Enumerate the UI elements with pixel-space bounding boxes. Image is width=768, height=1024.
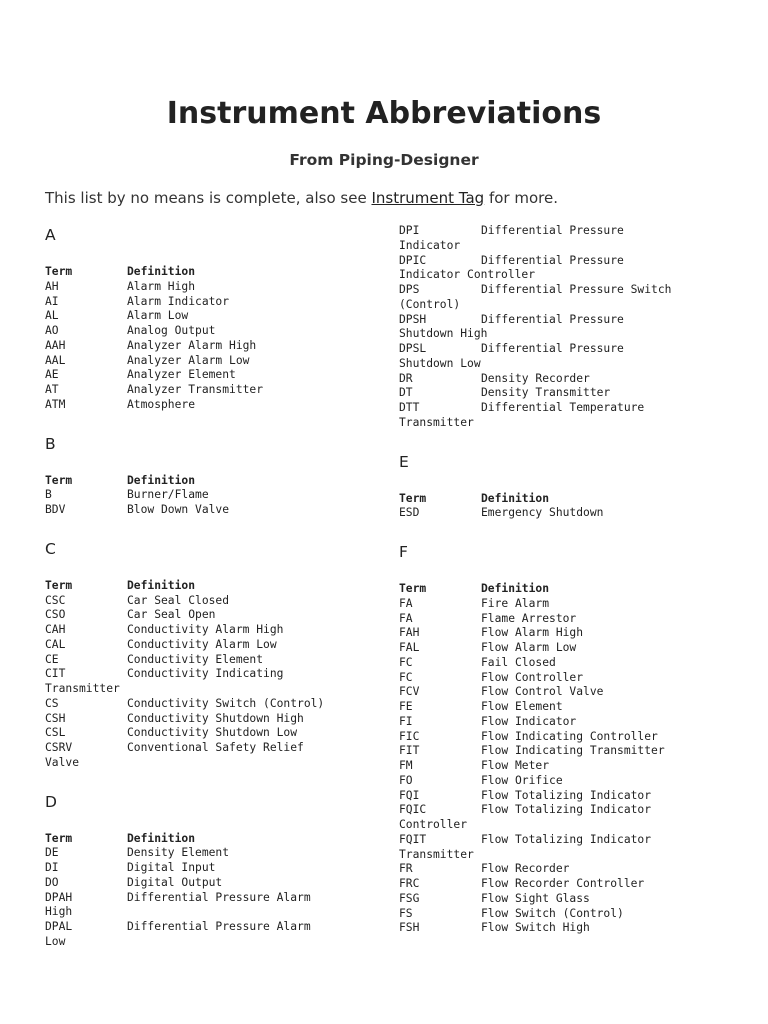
abbreviation-definition: Conductivity Switch (Control) [127, 696, 325, 710]
section-f [399, 542, 709, 936]
abbreviation-definition-continued: High [45, 905, 73, 919]
abbreviation-row [45, 741, 345, 756]
abbreviation-row [45, 383, 345, 398]
abbreviation-row [399, 386, 699, 401]
abbreviation-definition: Density Recorder [481, 371, 590, 385]
abbreviation-row [399, 313, 699, 328]
abbreviation-definition: Blow Down Valve [127, 503, 230, 516]
abbreviation-definition: Conductivity Alarm Low [127, 637, 277, 651]
abbreviation-row [399, 921, 699, 936]
abbreviation-term: DPIC [399, 253, 427, 267]
entries-d [45, 832, 345, 950]
abbreviation-term: CE [45, 652, 59, 666]
section-letter-d: D [45, 792, 57, 811]
abbreviation-term: FA [399, 596, 413, 610]
abbreviation-definition: Conventional Safety Relief [127, 741, 304, 754]
abbreviation-row [399, 715, 699, 730]
abbreviation-term: AI [45, 294, 59, 308]
abbreviation-definition: Flame Arrestor [481, 611, 577, 625]
abbreviation-definition-continued: Low [45, 934, 66, 948]
abbreviation-row [399, 685, 699, 700]
abbreviation-definition-continued: Controller [399, 818, 468, 831]
abbreviation-definition: Alarm Low [127, 309, 189, 323]
abbreviation-term: FAH [399, 626, 420, 640]
section-d [45, 792, 355, 950]
abbreviation-row [399, 744, 699, 759]
abbreviation-row [399, 254, 699, 269]
abbreviation-row [399, 877, 699, 892]
abbreviation-row [45, 280, 345, 295]
abbreviation-row [45, 324, 345, 339]
abbreviation-row [45, 339, 345, 354]
abbreviation-definition: Flow Switch High [481, 921, 590, 935]
abbreviation-definition: Flow Switch (Control) [481, 906, 624, 920]
abbreviation-term: FQIC [399, 803, 427, 817]
abbreviation-row [399, 342, 699, 357]
abbreviation-definition: Flow Recorder [481, 862, 570, 876]
abbreviation-row [399, 774, 699, 789]
abbreviation-term: CSO [45, 608, 66, 622]
abbreviation-row [399, 833, 699, 848]
abbreviation-row [399, 372, 699, 387]
abbreviation-term: FI [399, 714, 413, 728]
abbreviation-term: AAL [45, 353, 66, 367]
entries-a [45, 265, 345, 413]
abbreviation-definition: Fail Closed [481, 655, 556, 669]
entries-e [399, 492, 699, 522]
table-header-row [45, 265, 345, 280]
abbreviation-term: CAH [45, 623, 66, 636]
abbreviation-definition: Flow Totalizing Indicator [481, 803, 652, 817]
abbreviation-definition: Emergency Shutdown [481, 506, 604, 520]
page-title: Instrument Abbreviations [166, 96, 602, 131]
term-header: Term [45, 831, 73, 845]
abbreviation-term: FQIT [399, 832, 427, 846]
abbreviation-definition: Flow Alarm Low [481, 641, 577, 654]
abbreviation-definition: Digital Input [127, 861, 216, 874]
abbreviation-term: AAH [45, 338, 66, 352]
abbreviation-definition: Flow Indicator [481, 714, 577, 728]
abbreviation-definition: Differential Pressure [481, 312, 624, 326]
abbreviation-term: FM [399, 759, 413, 772]
abbreviation-row [399, 283, 699, 298]
abbreviation-row [45, 488, 345, 503]
abbreviation-row [45, 309, 345, 324]
abbreviation-term: FC [399, 670, 413, 684]
abbreviation-row [45, 891, 345, 906]
abbreviation-definition: Conductivity Shutdown High [127, 711, 304, 725]
abbreviation-term: CSRV [45, 741, 73, 754]
abbreviation-definition: Differential Pressure [481, 342, 624, 355]
abbreviation-row [45, 638, 345, 653]
abbreviation-definition: Flow Controller [481, 670, 584, 684]
abbreviation-definition: Differential Temperature [481, 401, 645, 414]
section-e [399, 452, 709, 522]
abbreviation-term: DE [45, 846, 59, 860]
section-b [45, 434, 355, 518]
instrument-tag-link[interactable]: Instrument Tag [371, 189, 485, 207]
abbreviation-row [399, 759, 699, 774]
definition-header: Definition [481, 582, 550, 595]
abbreviation-definition-continued: Indicator Controller [399, 268, 536, 282]
table-header-row [45, 474, 345, 489]
abbreviation-term: CSC [45, 593, 66, 607]
definition-header: Definition [481, 491, 550, 505]
abbreviation-row [45, 354, 345, 369]
abbreviation-definition: Differential Pressure [481, 224, 624, 237]
abbreviation-definition-continued: Transmitter [399, 415, 474, 429]
table-header-row [45, 832, 345, 847]
abbreviation-definition: Flow Sight Glass [481, 891, 590, 905]
abbreviation-row [45, 653, 345, 668]
abbreviation-term: FR [399, 862, 413, 876]
abbreviation-definition-continued: Shutdown Low [399, 356, 481, 370]
abbreviation-term: AT [45, 383, 59, 396]
abbreviation-term: DPSH [399, 312, 427, 326]
abbreviation-definition: Analyzer Alarm High [127, 338, 257, 352]
intro-after: for more. [484, 189, 558, 207]
section-letter-a: A [45, 226, 56, 244]
abbreviation-row [45, 398, 345, 413]
abbreviation-term: B [45, 488, 52, 502]
abbreviation-row [399, 597, 699, 612]
abbreviation-row [45, 594, 345, 609]
abbreviation-term: FSH [399, 921, 420, 935]
left-column [45, 225, 355, 971]
abbreviation-term: FIT [399, 744, 420, 758]
abbreviation-term: DTT [399, 401, 420, 414]
abbreviation-term: AO [45, 324, 59, 337]
abbreviation-row [399, 224, 699, 239]
abbreviation-definition: Density Element [127, 846, 230, 860]
term-header: Term [399, 491, 427, 505]
abbreviation-term: FO [399, 773, 413, 787]
abbreviation-definition: Flow Meter [481, 759, 550, 772]
abbreviation-term: CSH [45, 711, 66, 725]
abbreviation-term: CAL [45, 637, 66, 651]
entries-f [399, 582, 699, 936]
abbreviation-term: FS [399, 906, 413, 920]
abbreviation-definition: Flow Element [481, 700, 563, 713]
definition-header: Definition [127, 578, 196, 592]
abbreviation-term: FC [399, 655, 413, 669]
abbreviation-term: ATM [45, 397, 66, 411]
abbreviation-term: DO [45, 875, 59, 889]
abbreviation-row [399, 401, 699, 416]
intro-before: This list by no means is complete, also see [45, 189, 372, 207]
abbreviation-row [45, 726, 345, 741]
entries-b [45, 474, 345, 518]
abbreviation-term: DI [45, 861, 59, 874]
abbreviation-term: FA [399, 611, 413, 625]
abbreviation-row [399, 641, 699, 656]
abbreviation-row [399, 626, 699, 641]
abbreviation-row [399, 907, 699, 922]
abbreviation-definition: Flow Control Valve [481, 685, 604, 699]
abbreviation-definition: Car Seal Open [127, 608, 216, 622]
abbreviation-term: FSG [399, 891, 420, 905]
abbreviation-definition: Differential Pressure Alarm [127, 890, 311, 904]
abbreviation-term: FRC [399, 877, 420, 890]
abbreviation-term: AE [45, 368, 59, 382]
right-column [399, 224, 709, 957]
abbreviation-definition: Differential Pressure [481, 253, 624, 267]
abbreviation-definition: Alarm High [127, 279, 196, 293]
abbreviation-row [45, 295, 345, 310]
abbreviation-definition: Differential Pressure Switch [481, 283, 672, 296]
abbreviation-term: CS [45, 696, 59, 710]
abbreviation-row [399, 656, 699, 671]
abbreviation-term: DR [399, 371, 413, 385]
abbreviation-term: FE [399, 700, 413, 713]
abbreviation-definition: Flow Alarm High [481, 626, 584, 640]
section-letter-e: E [399, 452, 409, 471]
section-a [45, 225, 355, 413]
abbreviation-row [45, 608, 345, 623]
abbreviation-row [45, 667, 345, 682]
abbreviation-definition: Differential Pressure Alarm [127, 920, 311, 933]
abbreviation-row [399, 803, 699, 818]
abbreviation-definition: Fire Alarm [481, 596, 550, 610]
abbreviation-definition: Alarm Indicator [127, 294, 230, 308]
abbreviation-definition: Atmosphere [127, 397, 196, 411]
abbreviation-row [45, 503, 345, 518]
abbreviation-term: AL [45, 309, 59, 323]
abbreviation-term: DPAL [45, 920, 73, 933]
abbreviation-definition: Flow Indicating Controller [481, 729, 658, 743]
abbreviation-row [45, 920, 345, 935]
table-header-row [45, 579, 345, 594]
term-header: Term [45, 578, 73, 592]
abbreviation-row [45, 368, 345, 383]
table-header-row [399, 492, 699, 507]
abbreviation-term: CSL [45, 726, 66, 740]
abbreviation-definition: Analyzer Alarm Low [127, 353, 250, 367]
abbreviation-definition-continued: Indicator [399, 238, 461, 252]
abbreviation-definition-continued: Shutdown High [399, 327, 488, 341]
abbreviation-term: FQI [399, 788, 420, 802]
definition-header: Definition [127, 265, 196, 278]
abbreviation-definition: Conductivity Shutdown Low [127, 726, 298, 740]
abbreviation-definition-continued: Transmitter [45, 682, 120, 695]
section-letter-f: F [399, 543, 408, 561]
abbreviation-row [399, 730, 699, 745]
abbreviation-definition: Flow Indicating Transmitter [481, 744, 665, 758]
abbreviation-definition: Analyzer Element [127, 368, 236, 382]
abbreviation-row [399, 789, 699, 804]
abbreviation-definition: Analog Output [127, 324, 216, 337]
entries-d-continued [399, 224, 699, 431]
intro-text [45, 189, 558, 207]
table-header-row [399, 582, 699, 597]
abbreviation-term: BDV [45, 503, 66, 516]
abbreviation-definition: Car Seal Closed [127, 593, 230, 607]
term-header: Term [45, 473, 73, 487]
abbreviation-definition: Burner/Flame [127, 488, 209, 502]
abbreviation-definition: Conductivity Alarm High [127, 623, 284, 636]
abbreviation-term: FAL [399, 641, 420, 654]
abbreviation-row [45, 876, 345, 891]
term-header: Term [45, 265, 73, 278]
abbreviation-term: DPI [399, 224, 420, 237]
abbreviation-row [45, 861, 345, 876]
abbreviation-term: FCV [399, 685, 420, 699]
abbreviation-row [45, 623, 345, 638]
abbreviation-term: DPSL [399, 342, 427, 355]
abbreviation-term: DT [399, 386, 413, 400]
abbreviation-row [399, 506, 699, 521]
abbreviation-definition: Flow Totalizing Indicator [481, 788, 652, 802]
abbreviation-row [45, 846, 345, 861]
abbreviation-definition: Conductivity Element [127, 652, 264, 666]
abbreviation-definition: Density Transmitter [481, 386, 611, 400]
abbreviation-row [399, 671, 699, 686]
abbreviation-definition: Analyzer Transmitter [127, 383, 264, 396]
abbreviation-definition: Flow Recorder Controller [481, 877, 645, 890]
abbreviation-definition: Flow Totalizing Indicator [481, 832, 652, 846]
abbreviation-term: CIT [45, 667, 66, 681]
abbreviation-definition-continued: Transmitter [399, 847, 474, 861]
abbreviation-row [45, 712, 345, 727]
abbreviation-definition: Flow Orifice [481, 773, 563, 787]
abbreviation-row [399, 892, 699, 907]
abbreviation-term: FIC [399, 729, 420, 743]
abbreviation-row [45, 697, 345, 712]
page-subtitle: From Piping-Designer [289, 151, 479, 169]
abbreviation-definition: Conductivity Indicating [127, 667, 284, 681]
definition-header: Definition [127, 831, 196, 845]
entries-c [45, 579, 345, 771]
abbreviation-row [399, 700, 699, 715]
section-c [45, 539, 355, 771]
abbreviation-term: ESD [399, 506, 420, 520]
abbreviation-definition: Digital Output [127, 875, 223, 889]
abbreviation-term: AH [45, 279, 59, 293]
abbreviation-row [399, 862, 699, 877]
abbreviation-row [399, 612, 699, 627]
section-letter-c: C [45, 539, 56, 558]
abbreviation-term: DPAH [45, 890, 73, 904]
abbreviation-definition-continued: Valve [45, 755, 80, 769]
abbreviation-definition-continued: (Control) [399, 297, 461, 311]
section-letter-b: B [45, 434, 56, 453]
term-header: Term [399, 582, 427, 595]
abbreviation-term: DPS [399, 283, 420, 296]
definition-header: Definition [127, 473, 196, 487]
section-d-continued [399, 224, 709, 431]
